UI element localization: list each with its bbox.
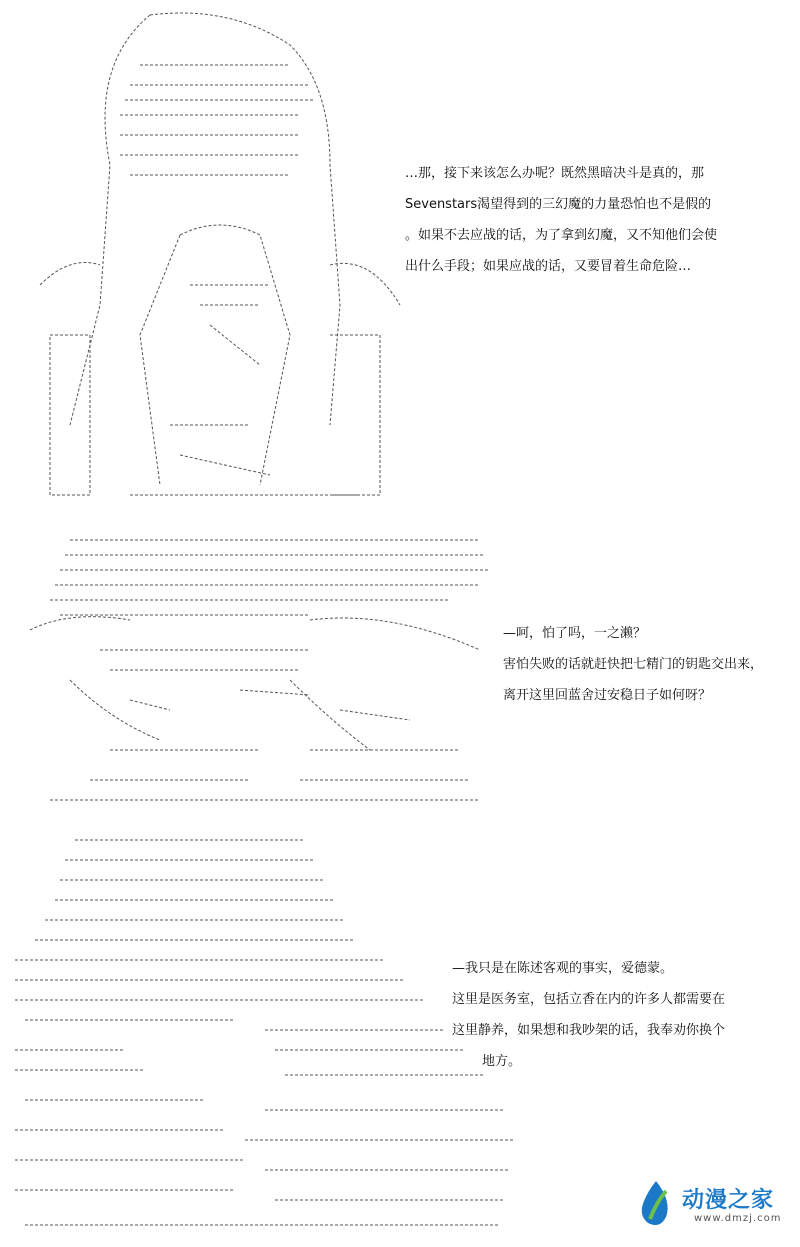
caption-1-line-2: Sevenstars渴望得到的三幻魔的力量恐怕也不是假的 (405, 197, 712, 212)
caption-3 (452, 953, 725, 1077)
caption-2-line-3: 离开这里回蓝舍过安稳日子如何呀？ (503, 688, 712, 703)
caption-3-line-1: —我只是在陈述客观的事实，爱德蒙。 (452, 961, 674, 976)
caption-3-line-3: 这里静养，如果想和我吵架的话，我奉劝你换个 (452, 1023, 726, 1038)
watermark-url: www.dmzj.com (694, 1213, 782, 1224)
ascii-art-figure-1 (30, 5, 410, 505)
leaf-drop-icon (636, 1179, 676, 1233)
caption-2-line-1: —呵，怕了吗，一之濑？ (503, 626, 647, 641)
ascii-art-figure-3 (5, 830, 525, 1240)
watermark-title: 动漫之家 (682, 1188, 775, 1213)
caption-3-line-4: 地方。 (482, 1054, 522, 1069)
caption-1-line-4: 出什么手段；如果应战的话，又要冒着生命危险… (405, 259, 692, 274)
caption-2-line-2: 害怕失败的话就赶快把七精门的钥匙交出来， (503, 657, 764, 672)
caption-2 (503, 618, 763, 711)
caption-1-line-3: 。如果不去应战的话，为了拿到幻魔，又不知他们会使 (405, 228, 718, 243)
panel-1 (0, 0, 800, 510)
caption-3-line-2: 这里是医务室，包括立香在内的许多人都需要在 (452, 992, 726, 1007)
caption-1-line-1: …那，接下来该怎么办呢？既然黑暗决斗是真的，那 (405, 166, 705, 181)
panel-2 (0, 515, 800, 815)
ascii-art-figure-2 (10, 520, 500, 810)
watermark (636, 1177, 786, 1237)
caption-1 (405, 158, 717, 282)
